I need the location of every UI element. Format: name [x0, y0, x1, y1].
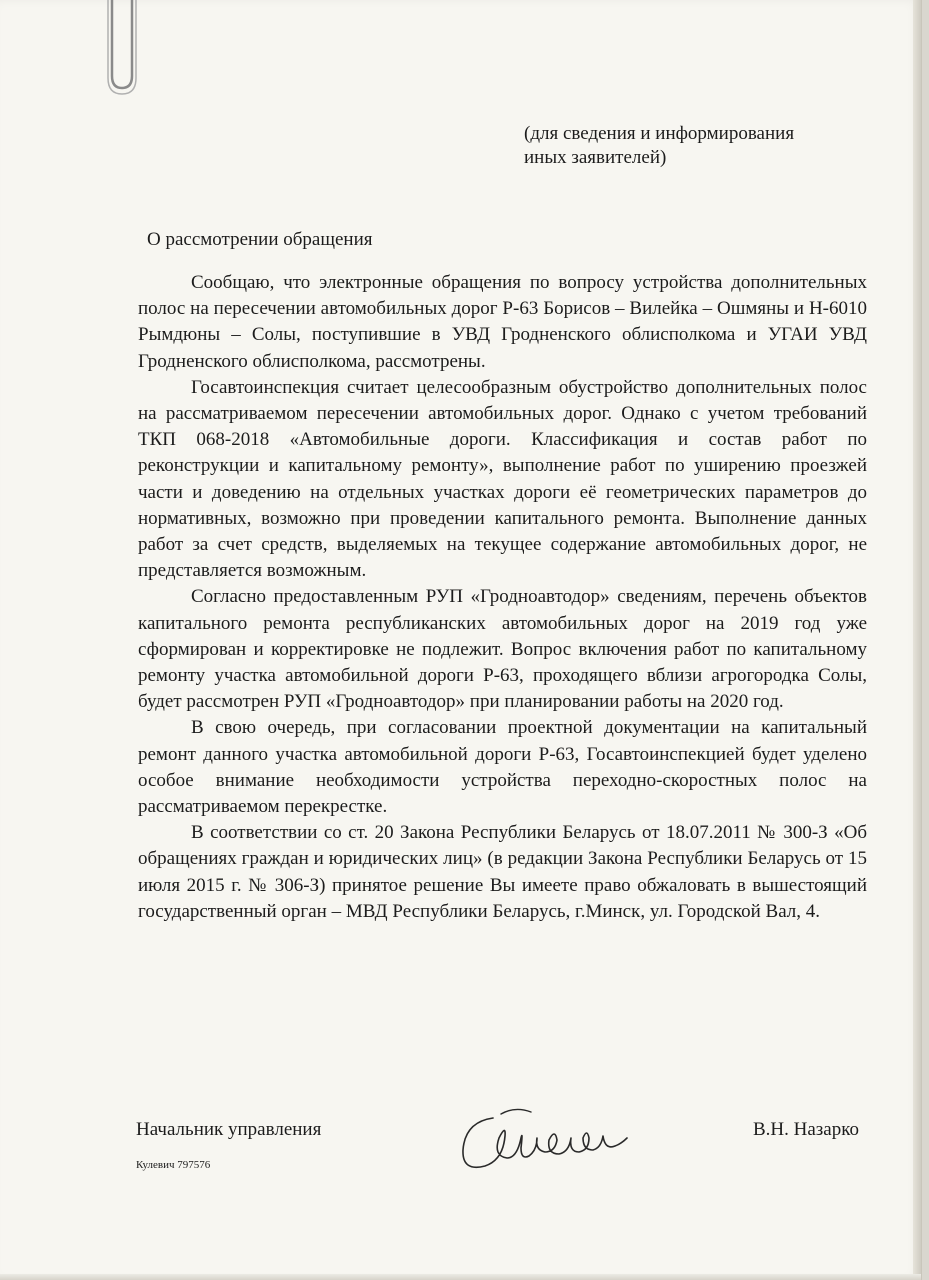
signatory-position: Начальник управления: [136, 1119, 322, 1140]
page-bottom-edge: [0, 1274, 921, 1280]
paper-clip-icon: [100, 0, 140, 104]
paragraph-2: Госавтоинспекция считает целесообразным обустройство дополнительных полос на рассматриваемом пересечении автомобильных дорог. Однако с учетом требований ТКП 068-2018 «Автомобильные дороги. Классификация и состав работ по реконструкции и капитальному ремонту», выполнение работ по уширению проезжей части и доведению на отдельных участках дороги её геометрических параметров до нормативных, возможно при проведении капитального ремонта. Выполнение данных работ за счет средств, выделяемых на текущее содержание автомобильных дорог, не представляется возможным.: [138, 376, 867, 582]
paragraph-1: Сообщаю, что электронные обращения по вопросу устройства дополнительных полос на пересечении автомобильных дорог Р-63 Борисов – Вилейка – Ошмяны и Н-6010 Рымдюны – Солы, поступившие в УВД Гродненского облисполкома и УГАИ УВД Гродненского облисполкома, рассмотрены.: [138, 272, 867, 372]
paragraph-3: Согласно предоставленным РУП «Гродноавтодор» сведениям, перечень объектов капитального ремонта республиканских автомобильных дорог на 2019 год уже сформирован и корректировке не подлежит. Вопрос включения работ по капитальному ремонту участка автомобильной дороги Р-63, проходящего вблизи агрогородка Солы, будет рассмотрен РУП «Гродноавтодор» при планировании работы на 2020 год.: [138, 586, 867, 713]
distribution-note: [524, 122, 794, 170]
subject-line: О рассмотрении обращения: [147, 229, 373, 250]
paragraph-5: В соответствии со ст. 20 Закона Республики Беларусь от 18.07.2011 № 300-З «Об обращениях граждан и юридических лиц» (в редакции Закона Республики Беларусь от 15 июля 2015 г. № 306-З) принятое решение Вы имеете право обжаловать в вышестоящий государственный орган – МВД Республики Беларусь, г.Минск, ул. Городской Вал, 4.: [138, 822, 867, 922]
distribution-note-line-1: (для сведения и информирования: [524, 123, 795, 144]
executor-info: Кулевич 797576: [136, 1159, 211, 1171]
letter-body: [138, 270, 867, 925]
distribution-note-line-2: иных заявителей): [524, 147, 667, 168]
signatory-name: В.Н. Назарко: [752, 1119, 859, 1140]
paragraph-4: В свою очередь, при согласовании проектной документации на капитальный ремонт данного участка автомобильной дороги Р-63, Госавтоинспекцией будет уделено особое внимание необходимости устройства переходно-скоростных полос на рассматриваемом перекрестке.: [138, 717, 867, 818]
handwritten-signature: [455, 1098, 630, 1180]
page-edge-shadow: [913, 0, 921, 1280]
